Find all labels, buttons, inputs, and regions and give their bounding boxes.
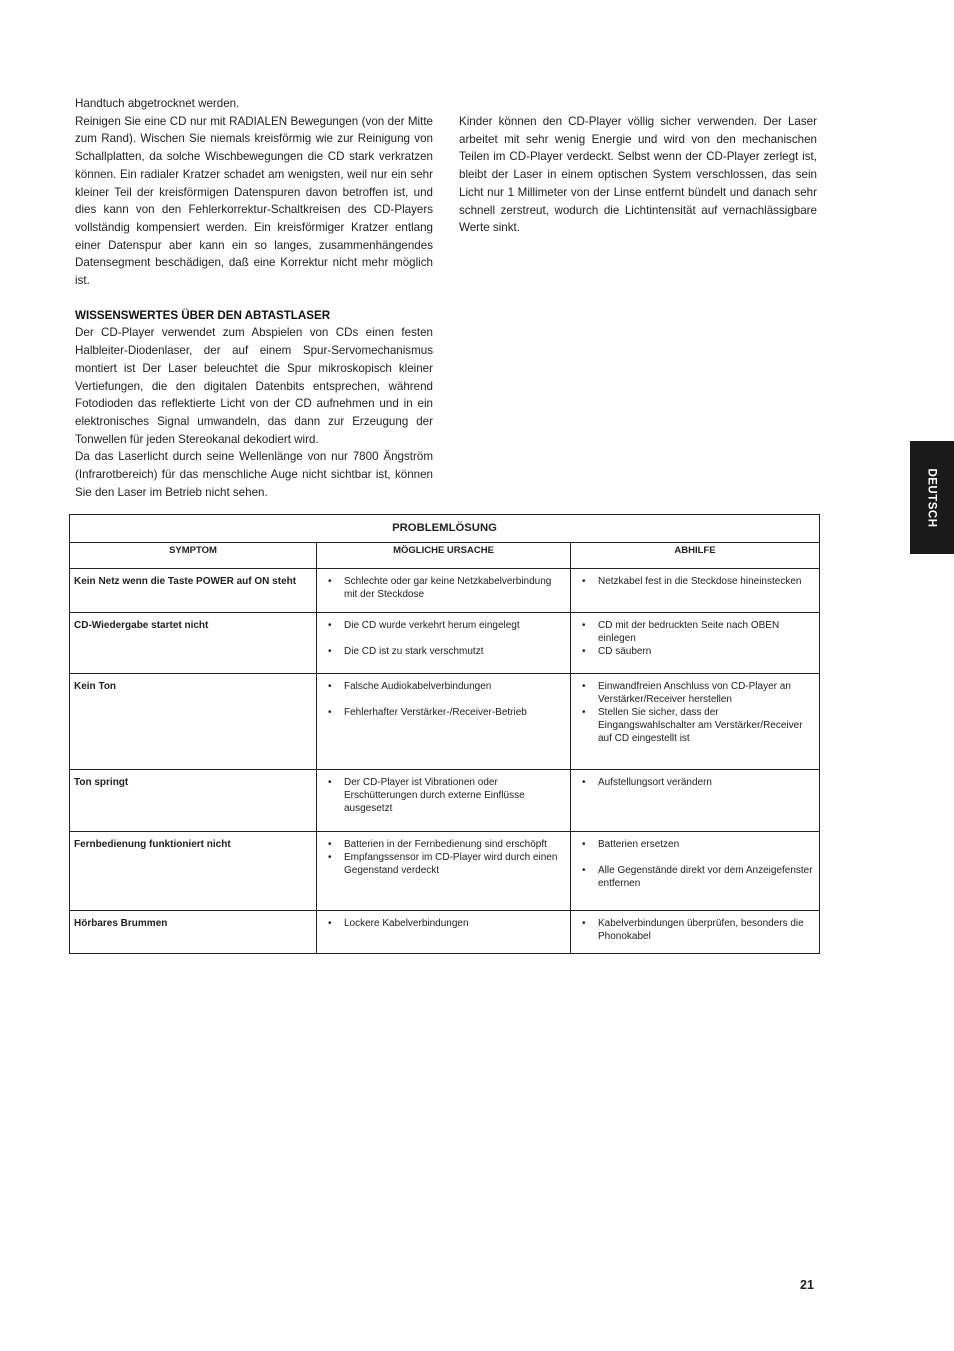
list-item: • Netzkabel fest in die Steckdose hineinstecken <box>579 575 813 588</box>
list-item: • Kabelverbindungen überprüfen, besonders die Phonokabel <box>579 917 813 943</box>
symptom-cell: Hörbares Brummen <box>70 911 317 954</box>
table-row <box>70 832 820 911</box>
section-heading-laser: WISSENSWERTES ÜBER DEN ABTASTLASER <box>75 308 331 322</box>
symptom-cell: Kein Ton <box>70 674 317 770</box>
list-item: • Der CD-Player ist Vibrationen oder Erschütterungen durch externe Einflüsse ausgesetzt <box>325 776 564 815</box>
table-row <box>70 770 820 832</box>
list-item: • Aufstellungsort verändern <box>579 776 813 789</box>
remedy-cell <box>571 569 820 613</box>
cause-cell <box>317 613 571 674</box>
language-tab-label: DEUTSCH <box>926 467 938 528</box>
list-item: • Stellen Sie sicher, dass der Eingangswahlschalter am Verstärker/Receiver auf CD eingestellt ist <box>579 706 813 745</box>
list-item: • Batterien in der Fernbedienung sind erschöpft <box>325 838 564 851</box>
list-item: • Fehlerhafter Verstärker-/Receiver-Betrieb <box>325 706 564 719</box>
list-item: • Die CD wurde verkehrt herum eingelegt <box>325 619 564 632</box>
paragraph-safety: Kinder können den CD-Player völlig sicher verwenden. Der Laser arbeitet mit sehr wenig Energie und wird von den mechanischen Teilen im CD-Player verdeckt. Selbst wenn der CD-Player zerlegt ist, bleibt der Laser in einem optischen System verschlossen, das sein Licht nur 1 Millimeter von der Linse entfernt bündelt und danach sehr schnell zerstreut, wodurch die Lichtintensität auf vernachlässigbare Werte sinkt. <box>459 115 817 235</box>
list-item: • Einwandfreien Anschluss von CD-Player an Verstärker/Receiver herstellen <box>579 680 813 706</box>
list-item: • Batterien ersetzen <box>579 838 813 851</box>
list-item: • CD säubern <box>579 645 813 658</box>
table-header-row <box>70 543 820 569</box>
left-text-column <box>75 95 433 501</box>
remedy-cell <box>571 911 820 954</box>
list-item: • Schlechte oder gar keine Netzkabelverbindung mit der Steckdose <box>325 575 564 601</box>
cause-cell <box>317 569 571 613</box>
paragraph-towel: Handtuch abgetrocknet werden. <box>75 97 240 110</box>
paragraph-wavelength: Da das Laserlicht durch seine Wellenlänge von nur 7800 Ängström (Infrarotbereich) für das menschliche Auge nicht sichtbar ist, können Sie den Laser im Betrieb nicht sehen. <box>75 450 433 499</box>
right-text-column <box>459 113 817 237</box>
symptom-cell: Ton springt <box>70 770 317 832</box>
cause-cell <box>317 674 571 770</box>
header-remedy: ABHILFE <box>571 543 820 569</box>
language-tab <box>910 441 954 554</box>
table-row <box>70 911 820 954</box>
troubleshooting-table <box>69 514 820 954</box>
cause-cell <box>317 911 571 954</box>
paragraph-cleaning: Reinigen Sie eine CD nur mit RADIALEN Bewegungen (von der Mitte zum Rand). Wischen Sie niemals kreisförmig wie zur Reinigung von Schallplatten, da solche Wischbewegungen die CD stark verkratzen können. Ein radialer Kratzer schadet am wenigsten, weil nur ein sehr kleiner Teil der kreisförmigen Datenspuren davon betroffen ist, und dies kann von den Fehlerkorrektur-Schaltkreisen des CD-Players vollständig kompensiert werden. Ein kreisförmiger Kratzer entlang einer Datenspur aber kann ein so langes, zusammenhängendes Datensegment beschädigen, daß eine Korrektur nicht mehr möglich ist. <box>75 114 433 288</box>
cause-cell <box>317 770 571 832</box>
remedy-cell <box>571 832 820 911</box>
table-row <box>70 569 820 613</box>
header-symptom: SYMPTOM <box>70 543 317 569</box>
remedy-cell <box>571 674 820 770</box>
list-item: • Empfangssensor im CD-Player wird durch einen Gegenstand verdeckt <box>325 851 564 877</box>
symptom-cell: Fernbedienung funktioniert nicht <box>70 832 317 911</box>
symptom-cell: CD-Wiedergabe startet nicht <box>70 613 317 674</box>
table-row <box>70 674 820 770</box>
remedy-cell <box>571 613 820 674</box>
table-title: PROBLEMLÖSUNG <box>70 515 820 543</box>
symptom-cell: Kein Netz wenn die Taste POWER auf ON steht <box>70 569 317 613</box>
list-item: • CD mit der bedruckten Seite nach OBEN einlegen <box>579 619 813 645</box>
header-cause: MÖGLICHE URSACHE <box>317 543 571 569</box>
remedy-cell <box>571 770 820 832</box>
list-item: • Lockere Kabelverbindungen <box>325 917 564 930</box>
list-item: • Falsche Audiokabelverbindungen <box>325 680 564 693</box>
table-row <box>70 613 820 674</box>
list-item: • Die CD ist zu stark verschmutzt <box>325 645 564 658</box>
list-item: • Alle Gegenstände direkt vor dem Anzeigefenster entfernen <box>579 864 813 890</box>
cause-cell <box>317 832 571 911</box>
page-number: 21 <box>800 1278 814 1292</box>
paragraph-laser: Der CD-Player verwendet zum Abspielen von CDs einen festen Halbleiter-Diodenlaser, der auf einem Spur-Servomechanismus montiert ist Der Laser beleuchtet die Spur mikroskopisch kleiner Vertiefungen, die den digitalen Datenbits entsprechen, während Fotodioden das reflektierte Licht von der CD aufnehmen und in ein elektronisches Signal umwandeln, das dann zur Erzeugung der Tonwellen für jeden Stereokanal dekodiert wird. <box>75 326 433 446</box>
